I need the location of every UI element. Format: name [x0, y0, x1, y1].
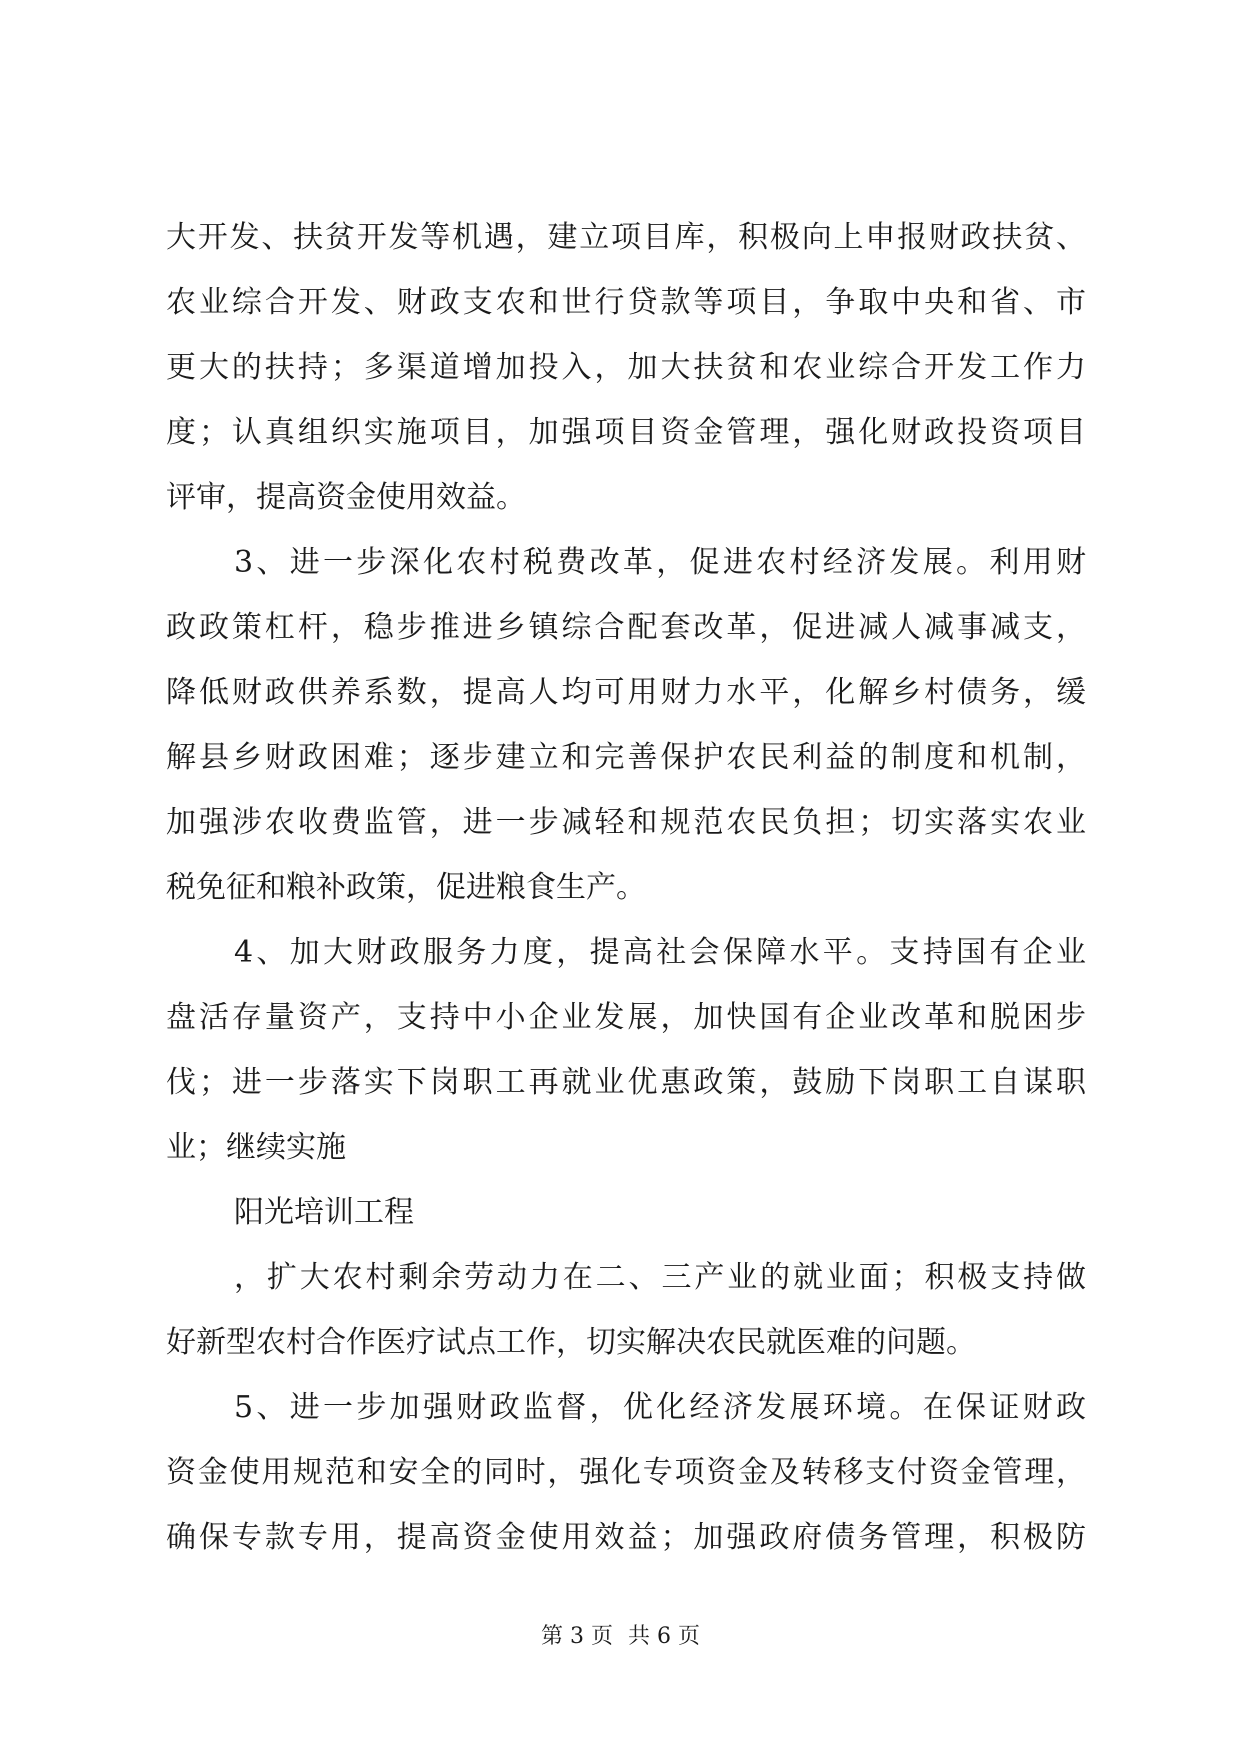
text-line-content: 大开发、扶贫开发等机遇，建立项目库，积极向上申报财政扶贫、 — [166, 220, 1086, 255]
text-line-content: 税免征和粮补政策，促进粮食生产。 — [166, 870, 646, 905]
text-line-content: 伐；进一步落实下岗职工再就业优惠政策，鼓励下岗职工自谋职 — [166, 1065, 1086, 1100]
text-line-content: 资金使用规范和安全的同时，强化专项资金及转移支付资金管理， — [166, 1455, 1086, 1490]
text-line-content: 解县乡财政困难；逐步建立和完善保护农民利益的制度和机制， — [166, 740, 1086, 775]
text-line-content: 降低财政供养系数，提高人均可用财力水平，化解乡村债务，缓 — [166, 675, 1086, 710]
text-line-content: 4、加大财政服务力度，提高社会保障水平。支持国有企业 — [234, 935, 1086, 970]
text-line — [166, 1180, 1086, 1245]
text-line-content: 好新型农村合作医疗试点工作，切实解决农民就医难的问题。 — [166, 1325, 976, 1360]
text-line-content: 政政策杠杆，稳步推进乡镇综合配套改革，促进减人减事减支， — [166, 610, 1086, 645]
text-line — [166, 465, 1086, 530]
text-line-content: 加强涉农收费监管，进一步减轻和规范农民负担；切实落实农业 — [166, 805, 1086, 840]
text-line — [166, 1050, 1086, 1115]
text-line — [166, 855, 1086, 920]
body-text — [166, 205, 1086, 1570]
page-number: 第 3 页 — [541, 1624, 613, 1649]
text-line-content: 盘活存量资产，支持中小企业发展，加快国有企业改革和脱困步 — [166, 1000, 1086, 1035]
text-line-content: 评审，提高资金使用效益。 — [166, 480, 526, 515]
text-line — [166, 1375, 1086, 1440]
text-line-content: ，扩大农村剩余劳动力在二、三产业的就业面；积极支持做 — [234, 1260, 1086, 1295]
text-line — [166, 1310, 1086, 1375]
text-line-content: 确保专款专用，提高资金使用效益；加强政府债务管理，积极防 — [166, 1520, 1086, 1555]
text-line — [166, 1505, 1086, 1570]
text-line-content: 阳光培训工程 — [234, 1195, 414, 1230]
page-footer — [0, 1622, 1241, 1652]
text-line — [166, 660, 1086, 725]
text-line — [166, 400, 1086, 465]
text-line — [166, 985, 1086, 1050]
text-line — [166, 335, 1086, 400]
text-line-content: 更大的扶持；多渠道增加投入，加大扶贫和农业综合开发工作力 — [166, 350, 1086, 385]
text-line — [166, 1245, 1086, 1310]
text-line — [166, 1115, 1086, 1180]
text-line-content: 业；继续实施 — [166, 1130, 346, 1165]
text-line — [166, 530, 1086, 595]
text-line-content: 5、进一步加强财政监督，优化经济发展环境。在保证财政 — [234, 1390, 1086, 1425]
text-line-content: 农业综合开发、财政支农和世行贷款等项目，争取中央和省、市 — [166, 285, 1086, 320]
text-line — [166, 595, 1086, 660]
text-line — [166, 725, 1086, 790]
text-line — [166, 1440, 1086, 1505]
text-line-content: 3、进一步深化农村税费改革，促进农村经济发展。利用财 — [234, 545, 1086, 580]
text-line — [166, 270, 1086, 335]
text-line — [166, 205, 1086, 270]
text-line — [166, 920, 1086, 985]
text-line-content: 度；认真组织实施项目，加强项目资金管理，强化财政投资项目 — [166, 415, 1086, 450]
text-line — [166, 790, 1086, 855]
page-total: 共 6 页 — [628, 1624, 700, 1649]
